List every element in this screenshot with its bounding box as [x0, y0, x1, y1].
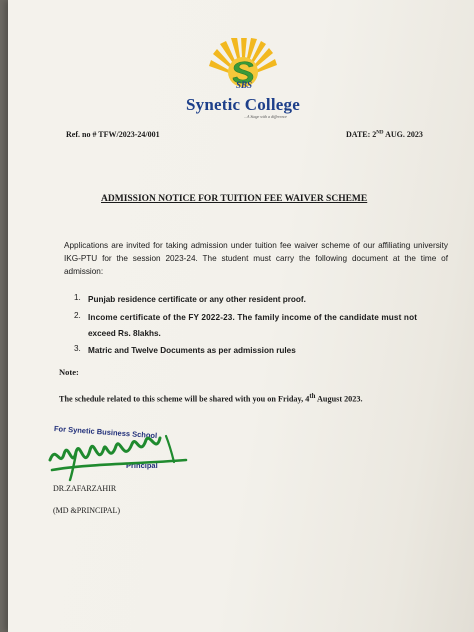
list-item-number: 1.: [74, 293, 81, 302]
list-item-number: 2.: [74, 311, 81, 320]
college-logo: [203, 38, 283, 100]
stamp-organisation: For Synetic Business School: [53, 424, 158, 441]
reference-number: Ref. no # TFW/2023-24/001: [66, 130, 160, 139]
notice-intro: Applications are invited for taking admission under tuition fee waiver scheme of our affiliating university IKG-PTU for the session 2023-24. The student must carry the following document at the time of admission:: [64, 241, 448, 276]
notice-date: DATE: 2ND AUG. 2023: [346, 130, 423, 139]
notice-title: ADMISSION NOTICE FOR TUITION FEE WAIVER SCHEME: [101, 194, 368, 204]
list-item-number: 3.: [74, 344, 81, 353]
signatory-name: DR.ZAFARZAHIR: [53, 484, 117, 493]
signatory-designation: (MD &PRINCIPAL): [53, 506, 121, 515]
list-item-text: Matric and Twelve Documents as per admission rules: [88, 346, 296, 355]
handwritten-signature: [46, 424, 196, 484]
college-name: Synetic College: [186, 95, 300, 114]
list-item-text: Income certificate of the FY 2022-23. The family income of the candidate must not: [88, 313, 418, 322]
list-item-text-continued: exceed Rs. 8lakhs.: [88, 329, 161, 338]
stamp-role: Principal: [126, 461, 158, 470]
list-item-text: Punjab residence certificate or any other resident proof.: [88, 295, 306, 304]
college-tagline: ...A Stage with a difference: [244, 114, 287, 119]
notice-page: [8, 0, 474, 632]
note-label: Note:: [59, 367, 79, 377]
schedule-note: The schedule related to this scheme will be shared with you on Friday, 4th August 2023.: [59, 393, 363, 404]
college-abbreviation: SBS: [236, 80, 253, 90]
